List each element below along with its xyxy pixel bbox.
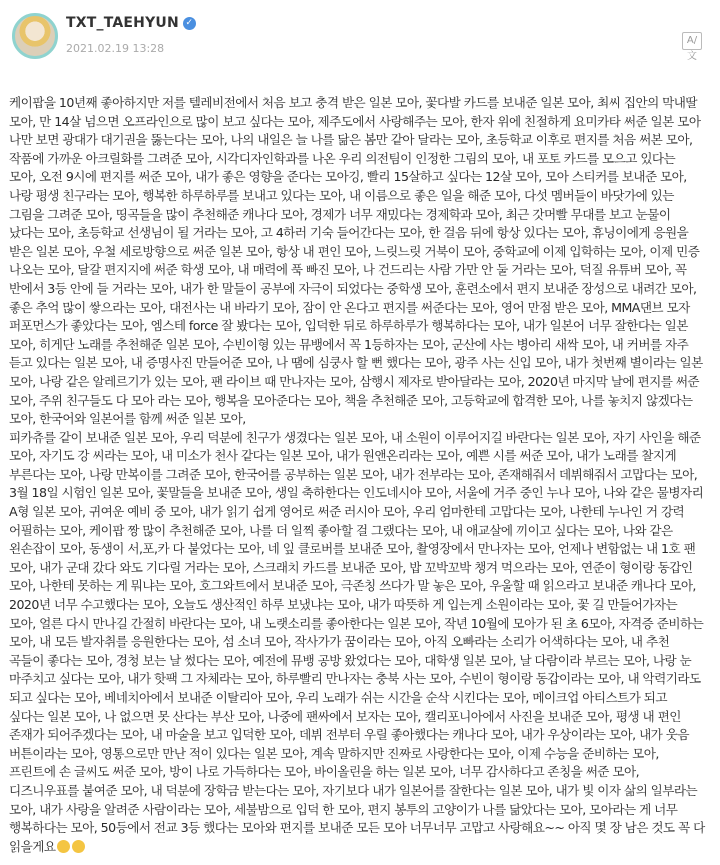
- post-text: 케이팝을 10년째 좋아하지만 저를 텔레비전에서 처음 보고 충격 받은 일본 모아, 꽃다발 카드를 보내준 일본 모아, 최씨 집안의 막내딸: [9, 95, 697, 110]
- post-text: 모아, 나한테 못하는 게 뭐냐는 모아, 호그와트에서 보내준 모아, 극존칭 쓰다가 말 놓은 모아, 우울할 때 읽으라고 보내준 캐나다 모아,: [9, 578, 696, 594]
- post-text: 나오는 모아, 달갈 편지지에 써준 학생 모아, 내 매력에 푹 빠진 모아, 나 건드리는 사람 가만 안 둘 거라는 모아, 덕질 유튜버 모아, 꼭: [9, 262, 687, 278]
- post-text-line: [9, 187, 717, 206]
- post-text: 나랑 평생 친구라는 모아, 행복한 하루하루를 보내고 있다는 모아, 내 이름으로 좋은 일을 해준 모아, 다섯 멤버들이 바닷가에 있는: [9, 187, 674, 203]
- post-text-line: [9, 484, 717, 503]
- post-paragraph: [9, 429, 717, 857]
- post-text-line: [9, 689, 717, 708]
- post-text-line: [9, 131, 717, 150]
- post-text-line: [9, 801, 717, 820]
- post-text-line: [9, 224, 717, 243]
- post-text: 모아, 만 14살 넘으면 오프라인으로 많이 보고 싶다는 모아, 제주도에서 사랑해주는 모아, 한자 위에 친절하게 요미카타 써준 일본 모아: [9, 113, 701, 129]
- post-text: 모아, 내가 사랑을 알려준 사람이라는 모아, 세불밤으로 입덕 한 모아, 편지 봉투의 고양이가 나를 닮았다는 모아, 모아라는 게 너무: [9, 801, 678, 817]
- post-text-line: [9, 466, 717, 485]
- post-text: 모아, 나랑 같은 알레르기가 있는 모아, 팬 라이브 때 만나자는 모아, 삼행시 제자로 받아달라는 모아, 2020년 마지막 날에 편지를 써준: [9, 373, 700, 389]
- post-text-line: [9, 633, 717, 652]
- post-text-line: [9, 299, 717, 318]
- post-text-line: [9, 577, 717, 596]
- post-text-line: [9, 261, 717, 280]
- post-text: 2020년 너무 수고했다는 모아, 오늘도 생산적인 하루 보냈냐는 모아, 내가 따뜻하 게 입는게 소원이라는 모아, 꽃 길 만들어가자는: [9, 597, 678, 613]
- post-text: 좋은 추억 많이 쌓으라는 모아, 대전사는 내 바라기 모아, 잠이 안 온다고 편지를 써준다는 모아, 영어 만점 받은 모아, MMA댄브 모자: [9, 299, 690, 315]
- post-text-line: [9, 354, 717, 373]
- post-text: 곡들이 좋다는 모아, 경청 보는 날 썼다는 모아, 예전에 뮤뱅 공방 왔었다는 모아, 대학생 일본 모아, 날 다람이라 부르는 모아, 나랑 눈: [9, 652, 692, 668]
- post-text-line: [9, 503, 717, 522]
- post-text: 싶다는 일본 모아, 나 없으면 못 산다는 부산 모아, 나중에 팬싸에서 보자는 모아, 캘리포니아에서 사진을 보내준 모아, 평생 내 편인: [9, 708, 681, 724]
- post-text-line: [9, 447, 717, 466]
- post-text: 났다는 모아, 초등학교 선생님이 될 거라는 모아, 고 4하러 기숙 들어간다는 모아, 한 걸음 뒤에 항상 있다는 모아, 휴닝이에게 응원을: [9, 225, 689, 241]
- post-text: 모아, 히게단 노래를 추천해준 일본 모아, 수빈이형 있는 뮤뱅에서 꼭 1등하자는 모아, 군산에 사는 병아리 새싹 모아, 내 커버를 자주: [9, 336, 689, 352]
- post-paragraph: [9, 94, 717, 429]
- post-text: 반에서 3등 안에 들 거라는 모아, 내가 한 말들이 공부에 자극이 되었다는 중학생 모아, 훈련소에서 편지 보내준 장성으로 내려간 모아,: [9, 280, 697, 296]
- post-text-line: [9, 168, 717, 187]
- translate-icon[interactable]: A/文: [682, 32, 702, 50]
- post-text-line: [9, 429, 717, 448]
- avatar[interactable]: [12, 13, 58, 59]
- post-text-line: [9, 243, 717, 262]
- verified-badge-icon: ✓: [183, 17, 196, 30]
- post-body: [9, 94, 717, 856]
- post-text: 어필하는 모아, 케이팝 짱 많이 추천해준 모아, 나를 더 일찍 좋아할 걸 그랬다는 모아, 내 애교살에 끼이고 싶다는 모아, 나와 같은: [9, 522, 673, 538]
- post-text-line: [9, 336, 717, 355]
- post-text: 모아, 오전 9시에 편지를 써준 모아, 내가 좋은 영향을 준다는 모아깅, 빨리 15살하고 싶다는 12살 모아, 모아 스티커를 보내준 모아,: [9, 169, 687, 185]
- author-row: [66, 15, 196, 31]
- post-text: 프린트에 손 글씨도 써준 모아, 방이 나로 가득하다는 모아, 바이올린을 하는 일본 모아, 너무 감사하다고 존칭을 써준 모아,: [9, 764, 640, 780]
- smile-emoji-icon: [57, 840, 70, 853]
- post-text-line: [9, 522, 717, 541]
- post-text-line: [9, 410, 717, 429]
- post-text: 그림을 그려준 모아, 띵곡들을 많이 추천해준 캐나다 모아, 경제가 너무 재밌다는 경제학과 모아, 최근 갓머빨 무대를 보고 눈물이: [9, 206, 671, 222]
- post-text-line: [9, 559, 717, 578]
- post-text-line: [9, 540, 717, 559]
- post-text-line: [9, 113, 717, 132]
- post-text-line: [9, 763, 717, 782]
- post-text: 듣고 있다는 일본 모아, 내 증명사진 만들어준 모아, 나 땜에 심쿵사 할 뻔 했다는 모아, 광주 사는 신입 모아, 내가 첫번째 별이라는 일본: [9, 355, 703, 371]
- post-text: 부른다는 모아, 나랑 만복이를 그려준 모아, 한국어를 공부하는 일본 모아, 내가 전부라는 모아, 존재해줘서 데뷔해줘서 고맙다는 모아,: [9, 466, 698, 482]
- post-date: 2021.02.19 13:28: [66, 42, 165, 55]
- post-text: 존재가 되어주겠다는 모아, 내 마술을 보고 입덕한 모아, 데뷔 전부터 우릴 좋아했다는 캐나다 모아, 내가 우상이라는 모아, 내가 웃음: [9, 727, 689, 743]
- post-text-line: [9, 615, 717, 634]
- post-text: 되고 싶다는 모아, 베네치아에서 보내준 이탈리아 모아, 우리 노래가 쉬는 시간을 순삭 시킨다는 모아, 메이크업 아티스트가 되고: [9, 690, 668, 705]
- post-text-line: [9, 652, 717, 671]
- author-name[interactable]: TXT_TAEHYUN: [66, 15, 179, 31]
- post-text-line: [9, 392, 717, 411]
- post-text-line: [9, 745, 717, 764]
- post-text-line: [9, 280, 717, 299]
- post-text-line: [9, 317, 717, 336]
- post-text: 3월 18일 시험인 일본 모아, 꽃말들을 보내준 모아, 생일 축하한다는 인도네시아 모아, 서울에 거주 중인 누나 모아, 나와 같은 물병자리: [9, 485, 704, 501]
- post-text: 모아, 주위 친구들도 다 모아 라는 모아, 행복을 모아준다는 모아, 책을 추천해준 모아, 고등학교에 합격한 모아, 나를 놓치지 않겠다는: [9, 392, 693, 408]
- post-text-line: [9, 819, 717, 838]
- post-text: 디즈니우표를 붙여준 모아, 내 덕분에 장학금 받는다는 모아, 자기보다 내가 일본어를 잘한다는 일본 모아, 내가 빛 이자 삶의 일부라는: [9, 782, 698, 798]
- post-text-line: [9, 708, 717, 727]
- post-text: A형 일본 모아, 귀여운 예비 중 모아, 내가 읽기 쉽게 영어로 써준 러시아 모아, 우리 엄마한테 고맙다는 모아, 나한테 누나인 거 강력: [9, 504, 685, 520]
- post-text-line: [9, 726, 717, 745]
- post-text-line: [9, 150, 717, 169]
- post-text: 모아, 자기도 강 씨라는 모아, 내 미소가 천사 같다는 일본 모아, 내가 원앤온리라는 모아, 예쁜 시를 써준 모아, 내가 노래를 찰지게: [9, 448, 677, 464]
- post-text-line: [9, 596, 717, 615]
- smile-emoji-icon: [72, 840, 85, 853]
- post-text-line: [9, 94, 717, 113]
- post-text: 버튼이라는 모아, 영통으로만 만난 적이 있다는 일본 모아, 계속 말하지만 진짜로 사랑한다는 모아, 이제 수능을 준비하는 모아,: [9, 745, 659, 761]
- post-text-line: [9, 670, 717, 689]
- post-text: 작품에 가까운 아크릴화를 그려준 모아, 시각디자인학과를 나온 우리 의전팀이 인정한 그림의 모아, 내 포토 카드를 모으고 있다는: [9, 150, 676, 166]
- post-text: 받은 일본 모아, 우철 세로방향으로 써준 일본 모아, 항상 내 편인 모아, 느릿느릿 거북이 모아, 중학교에 이제 입학하는 모아, 이제 민증: [9, 243, 700, 259]
- post-text: 행복하다는 모아, 50등에서 전교 3등 했다는 모아와 편지를 보내준 모든 모아 너무너무 고맙고 사랑해요~~ 아직 몇 장 남은 것도 꼭 다: [9, 820, 705, 836]
- post-text-line: [9, 838, 717, 857]
- post-text: 퍼포먼스가 좋았다는 모아, 엠스테 force 잘 봤다는 모아, 입덕한 뒤로 하루하루가 행복하다는 모아, 내가 일본어 너무 잘한다는 일본: [9, 318, 688, 334]
- post-text: 왼손잡이 모아, 동생이 서,포,카 다 붙었다는 모아, 네 잎 클로버를 보내준 모아, 촬영장에서 만나자는 모아, 언제나 변함없는 내 1호 팬: [9, 541, 696, 557]
- post-text: 마주치고 싶다는 모아, 내가 핫팩 그 자체라는 모아, 하루빨리 만나자는 충북 사는 모아, 수빈이 형이랑 동갑이라는 모아, 내 악력기라도: [9, 671, 701, 687]
- post-text: 피카츄를 같이 보내준 일본 모아, 우리 덕분에 친구가 생겼다는 일본 모아, 내 소원이 이루어지길 바란다는 일본 모아, 자기 사인을 해준: [9, 429, 701, 445]
- post-text: 모아, 한국어와 일본어를 함께 써준 일본 모아,: [9, 411, 246, 427]
- post-text: 모아, 내가 군대 갔다 와도 기다릴 거라는 모아, 스크래치 카드를 보내준 모아, 밥 꼬박꼬박 챙겨 먹으라는 모아, 연준이 형이랑 동갑인: [9, 559, 693, 575]
- post-text: 모아, 얼른 다시 만나길 간절히 바란다는 모아, 내 노랫소리를 좋아한다는 일본 모아, 작년 10월에 모아가 된 초 6모아, 자격증 준비하는: [9, 615, 704, 631]
- post-text: 나만 보면 광대가 대기권을 뚫는다는 모아, 나의 내일은 늘 나를 닮은 봄만 같아 달라는 모아, 초등학교 이후로 편지를 처음 써본 모아,: [9, 132, 693, 148]
- post-text-line: [9, 373, 717, 392]
- post-text: 읽을게요: [9, 838, 56, 854]
- post-text-line: [9, 206, 717, 225]
- post-text: 모아, 내 모든 발자취를 응원한다는 모아, 섬 소녀 모아, 작사가가 꿈이라는 모아, 아직 오빠라는 소리가 어색하다는 모아, 내 추천: [9, 634, 670, 650]
- post-text-line: [9, 782, 717, 801]
